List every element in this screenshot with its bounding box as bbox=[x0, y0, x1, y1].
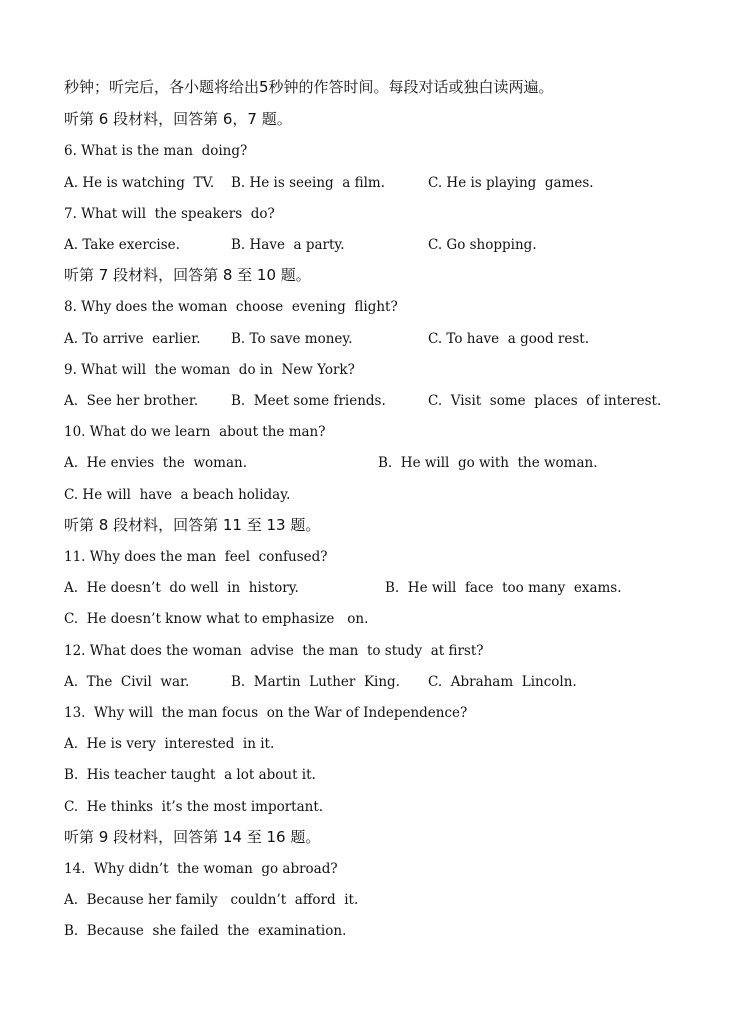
question-10: 10. What do we learn about the man? bbox=[64, 424, 326, 440]
q9-option-b: B. Meet some friends. bbox=[231, 393, 386, 409]
q6-option-c: C. He is playing games. bbox=[428, 175, 594, 191]
q9-option-a: A. See her brother. bbox=[64, 393, 199, 409]
q6-option-a: A. He is watching TV. bbox=[64, 175, 215, 191]
section-6-heading: 听第 6 段材料，回答第 6，7 题。 bbox=[64, 110, 292, 128]
q7-option-c: C. Go shopping. bbox=[428, 237, 537, 253]
q13-option-b: B. His teacher taught a lot about it. bbox=[64, 767, 316, 783]
q7-option-b: B. Have a party. bbox=[231, 237, 345, 253]
section-7-heading: 听第 7 段材料，回答第 8 至 10 题。 bbox=[64, 266, 311, 284]
q8-option-b: B. To save money. bbox=[231, 331, 353, 347]
section-8-heading: 听第 8 段材料，回答第 11 至 13 题。 bbox=[64, 516, 321, 534]
q12-option-c: C. Abraham Lincoln. bbox=[428, 674, 577, 690]
q10-option-c: C. He will have a beach holiday. bbox=[64, 487, 291, 503]
question-11: 11. Why does the man feel confused? bbox=[64, 549, 328, 565]
q8-option-a: A. To arrive earlier. bbox=[64, 331, 201, 347]
q14-option-b: B. Because she failed the examination. bbox=[64, 923, 347, 939]
q8-option-c: C. To have a good rest. bbox=[428, 331, 590, 347]
q13-option-c: C. He thinks it’s the most important. bbox=[64, 799, 324, 815]
question-8: 8. Why does the woman choose evening flight? bbox=[64, 299, 398, 315]
q11-option-b: B. He will face too many exams. bbox=[385, 580, 622, 596]
q10-option-a: A. He envies the woman. bbox=[64, 455, 248, 471]
question-9: 9. What will the woman do in New York? bbox=[64, 362, 355, 378]
question-13: 13. Why will the man focus on the War of Independence? bbox=[64, 705, 468, 721]
q11-option-a: A. He doesn’t do well in history. bbox=[64, 580, 299, 596]
q12-option-a: A. The Civil war. bbox=[64, 674, 190, 690]
question-6: 6. What is the man doing? bbox=[64, 143, 248, 159]
q6-option-b: B. He is seeing a film. bbox=[231, 175, 385, 191]
question-14: 14. Why didn’t the woman go abroad? bbox=[64, 861, 338, 877]
section-9-heading: 听第 9 段材料，回答第 14 至 16 题。 bbox=[64, 828, 321, 846]
q13-option-a: A. He is very interested in it. bbox=[64, 736, 275, 752]
q12-option-b: B. Martin Luther King. bbox=[231, 674, 400, 690]
q10-option-b: B. He will go with the woman. bbox=[378, 455, 598, 471]
q11-option-c: C. He doesn’t know what to emphasize on. bbox=[64, 611, 369, 627]
intro-line: 秒钟；听完后，各小题将给出5秒钟的作答时间。每段对话或独白读两遍。 bbox=[64, 78, 554, 96]
question-7: 7. What will the speakers do? bbox=[64, 206, 275, 222]
q9-option-c: C. Visit some places of interest. bbox=[428, 393, 662, 409]
q7-option-a: A. Take exercise. bbox=[64, 237, 180, 253]
question-12: 12. What does the woman advise the man to study at first? bbox=[64, 643, 484, 659]
q14-option-a: A. Because her family couldn’t afford it. bbox=[64, 892, 359, 908]
